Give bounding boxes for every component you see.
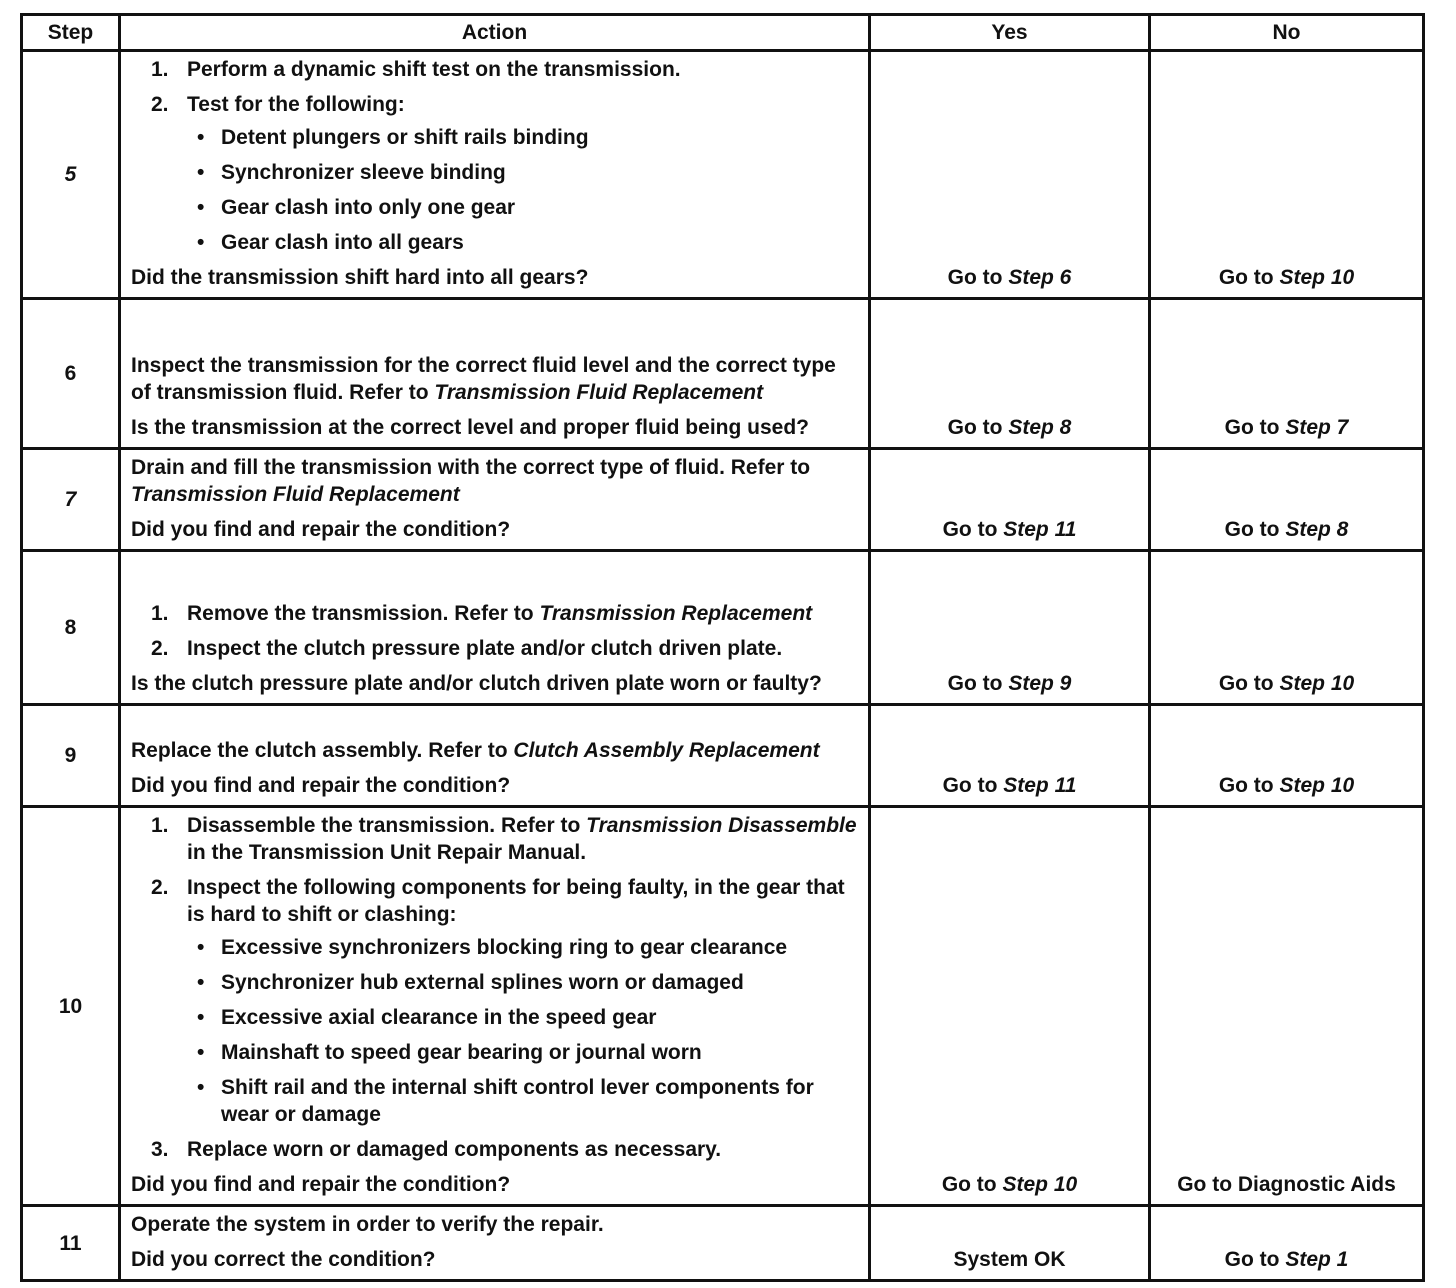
reference: Transmission Replacement — [539, 602, 813, 625]
list-item: 2. Inspect the clutch pressure plate and/or clutch driven plate. — [131, 635, 860, 662]
bullet-text: Detent plungers or shift rails binding — [221, 126, 589, 149]
action-cell — [120, 449, 870, 551]
action-cell — [120, 1206, 870, 1281]
yes-cell: Go to Step 10 — [870, 807, 1150, 1206]
bullet-text: Gear clash into all gears — [221, 231, 464, 254]
step-ref: Step 7 — [1285, 416, 1349, 439]
bullet-text: Synchronizer sleeve binding — [221, 161, 506, 184]
no-cell: Go to Step 7 — [1150, 299, 1424, 449]
yes-cell: Go to Step 11 — [870, 705, 1150, 807]
no-cell: Go to Diagnostic Aids — [1150, 807, 1424, 1206]
action-cell — [120, 807, 870, 1206]
reference: Transmission Disassemble — [586, 814, 857, 837]
reference: Transmission Fluid Replacement — [131, 483, 460, 506]
item-text: Inspect the clutch pressure plate and/or clutch driven plate. — [187, 637, 783, 660]
step-number: 8 — [22, 551, 120, 705]
action-paragraph: Replace the clutch assembly. Refer to Clutch Assembly Replacement — [131, 739, 820, 762]
bullet-item: • Shift rail and the internal shift control lever components for wear or damage — [197, 1074, 860, 1128]
step-ref: Step 1 — [1285, 1248, 1349, 1271]
table-row — [22, 705, 1424, 807]
bullet-text: Gear clash into only one gear — [221, 196, 516, 219]
step-number: 7 — [22, 449, 120, 551]
yes-cell: Go to Step 11 — [870, 449, 1150, 551]
bullet-item: • Synchronizer hub external splines worn or damaged — [197, 969, 860, 996]
step-ref: Step 9 — [1008, 672, 1072, 695]
table-row — [22, 1206, 1424, 1281]
step-ref: Step 11 — [1003, 518, 1077, 541]
step-number: 10 — [22, 807, 120, 1206]
question: Did you find and repair the condition? — [131, 518, 511, 541]
item-text: Test for the following: — [187, 93, 405, 116]
bullet-text: Excessive axial clearance in the speed gear — [221, 1006, 657, 1029]
step-number: 6 — [22, 299, 120, 449]
table-row — [22, 807, 1424, 1206]
action-paragraph: Drain and fill the transmission with the correct type of fluid. Refer to Transmission Fluid Replacement — [131, 456, 811, 506]
item-number: 1. — [151, 58, 169, 81]
action-paragraph: Inspect the transmission for the correct fluid level and the correct type of transmission fluid. Refer to Transmission Fluid Replacement — [131, 354, 836, 404]
header-no: No — [1150, 15, 1424, 51]
action-cell — [120, 51, 870, 299]
action-cell — [120, 551, 870, 705]
list-item: 1. Disassemble the transmission. Refer to Transmission Disassemble in the Transmission Unit Repair Manual. — [151, 814, 857, 864]
header-action: Action — [120, 15, 870, 51]
question: Did you find and repair the condition? — [131, 774, 511, 797]
header-yes: Yes — [870, 15, 1150, 51]
step-number: 5 — [22, 51, 120, 299]
yes-cell: Go to Step 9 — [870, 551, 1150, 705]
step-ref: Step 10 — [1279, 774, 1355, 797]
table-row — [22, 449, 1424, 551]
step-number: 11 — [22, 1206, 120, 1281]
no-cell: Go to Step 10 — [1150, 551, 1424, 705]
step-number: 9 — [22, 705, 120, 807]
bullet-item: • Mainshaft to speed gear bearing or journal worn — [197, 1039, 860, 1066]
bullet-text: Excessive synchronizers blocking ring to gear clearance — [221, 936, 788, 959]
step-ref: Step 11 — [1003, 774, 1077, 797]
question: Is the transmission at the correct level and proper fluid being used? — [131, 416, 809, 439]
list-item — [131, 91, 860, 118]
no-cell: Go to Step 1 — [1150, 1206, 1424, 1281]
list-item: 2. Inspect the following components for being faulty, in the gear that is hard to shift or clashing: — [131, 874, 860, 928]
yes-cell: System OK — [870, 1206, 1150, 1281]
item-text: Inspect the following components for being faulty, in the gear that is hard to shift or clashing: — [187, 876, 845, 926]
yes-cell: Go to Step 6 — [870, 51, 1150, 299]
list-item: 3. Replace worn or damaged components as necessary. — [131, 1136, 860, 1163]
no-cell: Go to Step 8 — [1150, 449, 1424, 551]
item-text: Replace worn or damaged components as necessary. — [187, 1138, 722, 1161]
item-text: Perform a dynamic shift test on the transmission. — [187, 58, 681, 81]
table-row — [22, 51, 1424, 299]
no-cell: Go to Step 10 — [1150, 51, 1424, 299]
header-step: Step — [22, 15, 120, 51]
bullet-text: Shift rail and the internal shift control lever components for wear or damage — [221, 1076, 814, 1126]
step-ref: Step 10 — [1279, 266, 1355, 289]
yes-cell: Go to Step 8 — [870, 299, 1150, 449]
question: Did you find and repair the condition? — [131, 1173, 511, 1196]
table-row — [22, 299, 1424, 449]
item-number: 2. — [151, 93, 169, 116]
reference: Transmission Fluid Replacement — [434, 381, 764, 404]
list-item: 1. Remove the transmission. Refer to Transmission Replacement — [151, 602, 813, 625]
step-ref: Step 8 — [1008, 416, 1072, 439]
bullet-text: Mainshaft to speed gear bearing or journal worn — [221, 1041, 702, 1064]
bullet-list — [131, 934, 860, 1128]
bullet-item: • Excessive synchronizers blocking ring to gear clearance — [197, 934, 860, 961]
bullet-item: • Detent plungers or shift rails binding — [197, 124, 860, 151]
bullet-item: • Gear clash into all gears — [197, 229, 860, 256]
step-ref: Step 6 — [1008, 266, 1072, 289]
bullet-item: • Gear clash into only one gear — [197, 194, 860, 221]
step-ref: Step 10 — [1002, 1173, 1078, 1196]
diagnostic-table — [20, 13, 1425, 1282]
question: Is the clutch pressure plate and/or clutch driven plate worn or faulty? — [131, 672, 822, 695]
bullet-item: • Synchronizer sleeve binding — [197, 159, 860, 186]
action-cell — [120, 299, 870, 449]
action-cell — [120, 705, 870, 807]
table-row — [22, 551, 1424, 705]
question: Did the transmission shift hard into all gears? — [131, 266, 589, 289]
step-ref: Step 8 — [1285, 518, 1349, 541]
question: Did you correct the condition? — [131, 1248, 436, 1271]
list-item — [131, 56, 860, 83]
step-ref: Step 10 — [1279, 672, 1355, 695]
action-paragraph: Operate the system in order to verify the repair. — [131, 1213, 604, 1236]
reference: Clutch Assembly Replacement — [513, 739, 820, 762]
bullet-item: • Excessive axial clearance in the speed gear — [197, 1004, 860, 1031]
bullet-text: Synchronizer hub external splines worn or damaged — [221, 971, 744, 994]
no-cell: Go to Step 10 — [1150, 705, 1424, 807]
header-row — [22, 15, 1424, 51]
bullet-list — [131, 124, 860, 256]
